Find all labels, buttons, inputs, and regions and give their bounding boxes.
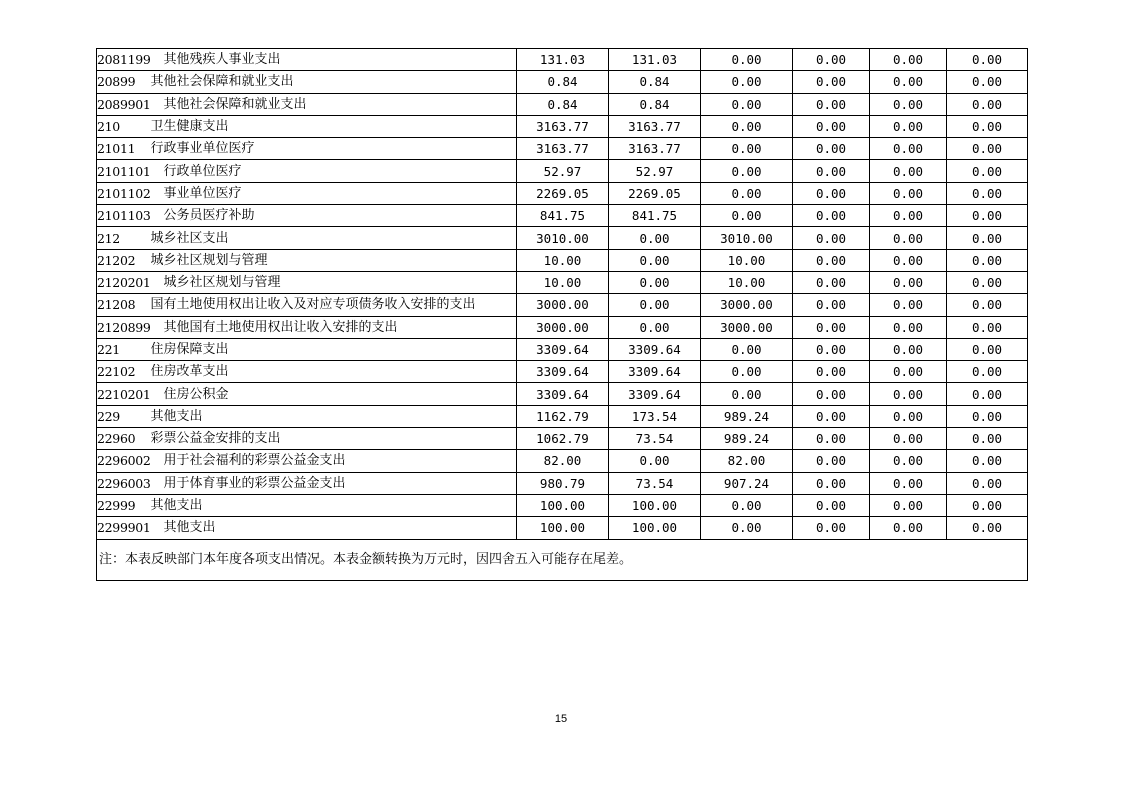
row-value: 0.84 (609, 71, 701, 93)
row-code: 2296002 (97, 450, 151, 472)
row-value: 0.00 (870, 361, 947, 383)
row-value: 0.00 (793, 450, 870, 472)
row-value: 3010.00 (701, 227, 793, 249)
row-name: 其他支出 (151, 405, 517, 427)
row-value: 3000.00 (701, 316, 793, 338)
row-name: 住房保障支出 (151, 338, 517, 360)
table-row (97, 249, 1028, 271)
row-code: 229 (97, 405, 151, 427)
table-row (97, 472, 1028, 494)
row-value: 73.54 (609, 472, 701, 494)
row-value: 0.00 (701, 115, 793, 137)
row-value: 0.00 (793, 93, 870, 115)
row-value: 3163.77 (517, 138, 609, 160)
table-row (97, 138, 1028, 160)
row-value: 0.00 (947, 338, 1028, 360)
row-name: 用于社会福利的彩票公益金支出 (151, 450, 517, 472)
row-code: 221 (97, 338, 151, 360)
row-value: 100.00 (517, 517, 609, 539)
row-value: 0.00 (793, 517, 870, 539)
table-row (97, 205, 1028, 227)
row-name: 行政单位医疗 (151, 160, 517, 182)
row-value: 52.97 (609, 160, 701, 182)
row-value: 2269.05 (609, 182, 701, 204)
row-value: 0.00 (870, 71, 947, 93)
row-value: 0.00 (793, 71, 870, 93)
row-value: 0.00 (870, 182, 947, 204)
row-value: 0.00 (793, 383, 870, 405)
row-name: 其他社会保障和就业支出 (151, 93, 517, 115)
row-value: 0.84 (517, 71, 609, 93)
table-row (97, 271, 1028, 293)
row-value: 0.00 (947, 93, 1028, 115)
row-name: 用于体育事业的彩票公益金支出 (151, 472, 517, 494)
row-value: 3309.64 (517, 361, 609, 383)
row-value: 100.00 (517, 494, 609, 516)
row-code: 2081199 (97, 49, 151, 71)
row-value: 3010.00 (517, 227, 609, 249)
row-value: 52.97 (517, 160, 609, 182)
row-value: 3163.77 (609, 138, 701, 160)
table-row (97, 450, 1028, 472)
row-value: 0.00 (947, 205, 1028, 227)
row-value: 0.00 (947, 383, 1028, 405)
table-row (97, 227, 1028, 249)
row-value: 73.54 (609, 428, 701, 450)
row-value: 0.00 (609, 316, 701, 338)
table-row (97, 316, 1028, 338)
row-name: 城乡社区规划与管理 (151, 249, 517, 271)
row-value: 0.00 (947, 271, 1028, 293)
row-value: 0.00 (701, 182, 793, 204)
row-code: 20899 (97, 71, 151, 93)
row-value: 841.75 (609, 205, 701, 227)
row-value: 0.00 (793, 271, 870, 293)
row-code: 210 (97, 115, 151, 137)
row-name: 住房公积金 (151, 383, 517, 405)
table-body (97, 49, 1028, 581)
row-value: 3309.64 (609, 361, 701, 383)
table-row (97, 93, 1028, 115)
row-value: 0.00 (609, 227, 701, 249)
row-value: 0.00 (793, 182, 870, 204)
row-value: 0.00 (701, 49, 793, 71)
row-name: 其他支出 (151, 517, 517, 539)
row-value: 2269.05 (517, 182, 609, 204)
row-value: 0.00 (870, 450, 947, 472)
row-value: 0.00 (793, 316, 870, 338)
row-code: 21202 (97, 249, 151, 271)
row-value: 3163.77 (609, 115, 701, 137)
row-value: 0.00 (947, 249, 1028, 271)
row-name: 行政事业单位医疗 (151, 138, 517, 160)
table-row (97, 338, 1028, 360)
row-name: 其他国有土地使用权出让收入安排的支出 (151, 316, 517, 338)
row-value: 0.00 (870, 428, 947, 450)
row-code: 2101103 (97, 205, 151, 227)
row-value: 0.00 (870, 472, 947, 494)
row-value: 0.00 (793, 205, 870, 227)
row-code: 212 (97, 227, 151, 249)
table-row (97, 115, 1028, 137)
page-number: 15 (554, 713, 568, 725)
row-value: 0.00 (870, 338, 947, 360)
row-value: 0.00 (701, 494, 793, 516)
row-value: 0.00 (870, 115, 947, 137)
row-code: 2120899 (97, 316, 151, 338)
row-value: 0.00 (701, 383, 793, 405)
row-code: 21208 (97, 294, 151, 316)
row-value: 0.00 (870, 160, 947, 182)
row-value: 3000.00 (517, 294, 609, 316)
row-value: 0.00 (793, 472, 870, 494)
row-value: 0.00 (793, 494, 870, 516)
row-value: 0.00 (947, 361, 1028, 383)
row-value: 0.84 (517, 93, 609, 115)
row-value: 989.24 (701, 405, 793, 427)
row-value: 0.00 (793, 138, 870, 160)
row-value: 0.00 (947, 450, 1028, 472)
row-code: 21011 (97, 138, 151, 160)
row-code: 22960 (97, 428, 151, 450)
table-row (97, 182, 1028, 204)
row-value: 82.00 (517, 450, 609, 472)
row-value: 0.00 (701, 93, 793, 115)
row-value: 131.03 (517, 49, 609, 71)
row-value: 0.00 (947, 294, 1028, 316)
row-code: 22102 (97, 361, 151, 383)
row-value: 0.00 (609, 450, 701, 472)
row-value: 0.00 (870, 294, 947, 316)
row-value: 173.54 (609, 405, 701, 427)
row-value: 0.00 (947, 472, 1028, 494)
row-value: 3309.64 (517, 383, 609, 405)
row-name: 卫生健康支出 (151, 115, 517, 137)
row-value: 0.00 (870, 517, 947, 539)
row-code: 2299901 (97, 517, 151, 539)
row-value: 0.00 (947, 227, 1028, 249)
row-name: 城乡社区支出 (151, 227, 517, 249)
row-value: 0.00 (870, 205, 947, 227)
row-value: 0.00 (947, 316, 1028, 338)
row-name: 其他支出 (151, 494, 517, 516)
row-value: 0.00 (793, 428, 870, 450)
row-value: 0.00 (701, 160, 793, 182)
row-code: 2089901 (97, 93, 151, 115)
row-value: 989.24 (701, 428, 793, 450)
row-value: 0.00 (793, 249, 870, 271)
row-value: 0.00 (870, 49, 947, 71)
row-value: 3163.77 (517, 115, 609, 137)
table-row (97, 428, 1028, 450)
row-value: 100.00 (609, 494, 701, 516)
row-name: 住房改革支出 (151, 361, 517, 383)
row-value: 0.00 (609, 271, 701, 293)
row-code: 2101102 (97, 182, 151, 204)
row-value: 0.00 (947, 115, 1028, 137)
row-value: 907.24 (701, 472, 793, 494)
row-value: 0.00 (793, 338, 870, 360)
row-value: 0.00 (701, 361, 793, 383)
row-value: 0.00 (609, 294, 701, 316)
row-value: 82.00 (701, 450, 793, 472)
row-value: 10.00 (701, 271, 793, 293)
row-value: 0.00 (870, 494, 947, 516)
row-code: 2120201 (97, 271, 151, 293)
row-value: 0.00 (793, 49, 870, 71)
row-value: 0.00 (793, 227, 870, 249)
row-value: 0.00 (947, 428, 1028, 450)
row-value: 0.00 (701, 517, 793, 539)
table-row (97, 49, 1028, 71)
table-note-row (97, 539, 1028, 580)
table-row (97, 294, 1028, 316)
row-code: 2296003 (97, 472, 151, 494)
row-value: 0.00 (701, 338, 793, 360)
row-value: 100.00 (609, 517, 701, 539)
row-value: 0.00 (947, 405, 1028, 427)
row-code: 2101101 (97, 160, 151, 182)
expenditure-table (96, 48, 1028, 581)
row-value: 0.00 (947, 71, 1028, 93)
row-name: 其他社会保障和就业支出 (151, 71, 517, 93)
row-value: 0.00 (870, 383, 947, 405)
table-row (97, 517, 1028, 539)
row-value: 0.00 (870, 316, 947, 338)
row-name: 公务员医疗补助 (151, 205, 517, 227)
row-value: 0.00 (793, 361, 870, 383)
row-value: 10.00 (701, 249, 793, 271)
row-name: 城乡社区规划与管理 (151, 271, 517, 293)
row-value: 10.00 (517, 249, 609, 271)
table-row (97, 494, 1028, 516)
row-value: 0.00 (870, 138, 947, 160)
row-value: 0.00 (793, 294, 870, 316)
row-value: 0.00 (870, 249, 947, 271)
row-value: 0.00 (701, 71, 793, 93)
row-value: 3000.00 (517, 316, 609, 338)
row-code: 22999 (97, 494, 151, 516)
row-value: 841.75 (517, 205, 609, 227)
row-value: 3309.64 (609, 338, 701, 360)
row-value: 0.00 (947, 517, 1028, 539)
row-value: 0.00 (870, 271, 947, 293)
row-name: 国有土地使用权出让收入及对应专项债务收入安排的支出 (151, 294, 517, 316)
table-note: 注：本表反映部门本年度各项支出情况。本表金额转换为万元时，因四舍五入可能存在尾差。 (97, 539, 1028, 580)
row-value: 0.00 (870, 93, 947, 115)
row-value: 0.00 (947, 182, 1028, 204)
row-code: 2210201 (97, 383, 151, 405)
row-value: 0.00 (947, 49, 1028, 71)
row-value: 0.00 (701, 205, 793, 227)
row-name: 其他残疾人事业支出 (151, 49, 517, 71)
row-value: 0.00 (947, 494, 1028, 516)
row-value: 3309.64 (609, 383, 701, 405)
row-value: 0.00 (947, 160, 1028, 182)
row-value: 1062.79 (517, 428, 609, 450)
row-value: 0.00 (609, 249, 701, 271)
row-value: 131.03 (609, 49, 701, 71)
row-name: 彩票公益金安排的支出 (151, 428, 517, 450)
row-value: 980.79 (517, 472, 609, 494)
table-row (97, 361, 1028, 383)
table-row (97, 160, 1028, 182)
row-value: 0.84 (609, 93, 701, 115)
row-value: 3000.00 (701, 294, 793, 316)
row-value: 0.00 (793, 405, 870, 427)
table-row (97, 71, 1028, 93)
row-value: 0.00 (870, 227, 947, 249)
row-value: 0.00 (947, 138, 1028, 160)
row-value: 0.00 (793, 115, 870, 137)
row-value: 0.00 (870, 405, 947, 427)
row-name: 事业单位医疗 (151, 182, 517, 204)
row-value: 3309.64 (517, 338, 609, 360)
row-value: 0.00 (793, 160, 870, 182)
row-value: 0.00 (701, 138, 793, 160)
table-row (97, 383, 1028, 405)
table-row (97, 405, 1028, 427)
row-value: 1162.79 (517, 405, 609, 427)
row-value: 10.00 (517, 271, 609, 293)
